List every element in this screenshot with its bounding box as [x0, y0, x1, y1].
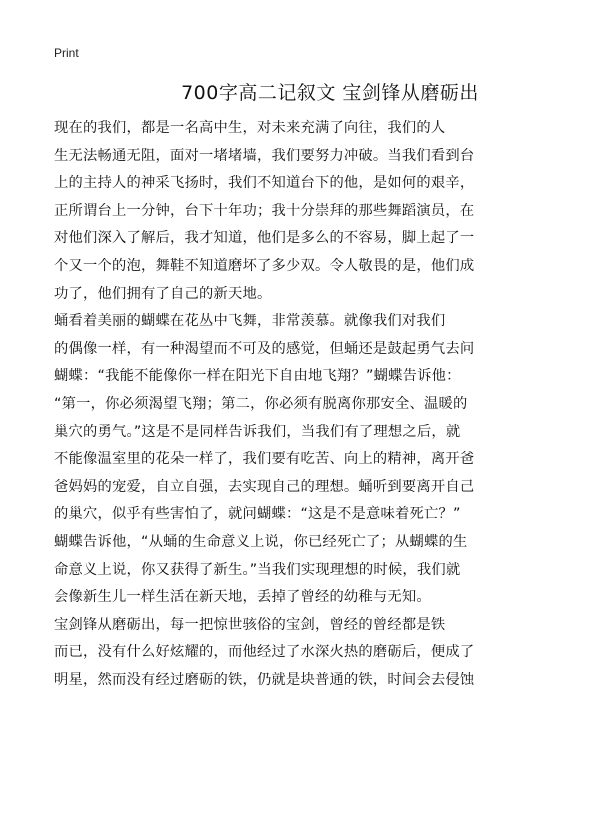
- body-text-line: 的偶像一样，有一种渴望而不可及的感觉，但蛹还是鼓起勇气去问: [54, 340, 475, 357]
- body-text-line: 不能像温室里的花朵一样了，我们要有吃苦、向上的精神，离开爸: [54, 451, 475, 468]
- article-body: [54, 115, 574, 694]
- body-text-line: 蝴蝶告诉他，“从蛹的生命意义上说，你已经死亡了；从蝴蝶的生: [54, 533, 468, 550]
- body-text-line: 个又一个的泡，舞鞋不知道磨坏了多少双。令人敬畏的是，他们成: [54, 257, 475, 274]
- body-text-line: 功了，他们拥有了自己的新天地。: [54, 285, 272, 302]
- body-text-line: 会像新生儿一样生活在新天地，丢掉了曾经的幼稚与无知。: [54, 589, 431, 606]
- body-text-line: 命意义上说，你又获得了新生。”当我们实现理想的时候，我们就: [54, 561, 461, 578]
- body-text-line: 的巢穴，似乎有些害怕了，就问蝴蝶：“这是不是意味着死亡？”: [54, 506, 461, 523]
- body-text-line: 上的主持人的神采飞扬时，我们不知道台下的他，是如何的艰辛，: [54, 175, 475, 192]
- body-text-line: 明星，然而没有经过磨砺的铁，仍就是块普通的铁，时间会去侵蚀: [54, 671, 475, 688]
- body-text-line: 宝剑锋从磨砺出，每一把惊世骇俗的宝剑，曾经的曾经都是铁: [54, 616, 446, 633]
- body-text-line: 蝴蝶：“我能不能像你一样在阳光下自由地飞翔？”蝴蝶告诉他：: [54, 368, 461, 385]
- body-text-line: 巢穴的勇气。”这是不是同样告诉我们，当我们有了理想之后，就: [54, 423, 461, 440]
- body-text-line: 蛹看着美丽的蝴蝶在花丛中飞舞，非常羡慕。就像我们对我们: [54, 313, 446, 330]
- article-title: 700字高二记叙文 宝剑锋从磨砺出: [181, 82, 479, 104]
- body-text-line: 现在的我们，都是一名高中生，对未来充满了向往，我们的人: [54, 120, 446, 136]
- body-text-line: 爸妈妈的宠爱，自立自强，去实现自己的理想。蛹听到要离开自己: [54, 478, 475, 495]
- body-text-line: 对他们深入了解后，我才知道，他们是多么的不容易，脚上起了一: [54, 230, 475, 247]
- body-text-line: 而已，没有什么好炫耀的，而他经过了水深火热的磨砺后，便成了: [54, 644, 475, 661]
- body-text-line: 生无法畅通无阻，面对一堵堵墙，我们要努力冲破。当我们看到台: [54, 147, 475, 164]
- print-label: Print: [54, 46, 79, 60]
- body-text-line: “第一，你必须渴望飞翔；第二，你必须有脱离你那安全、温暖的: [54, 395, 468, 412]
- body-text-line: 正所谓台上一分钟，台下十年功；我十分崇拜的那些舞蹈演员，在: [54, 202, 475, 219]
